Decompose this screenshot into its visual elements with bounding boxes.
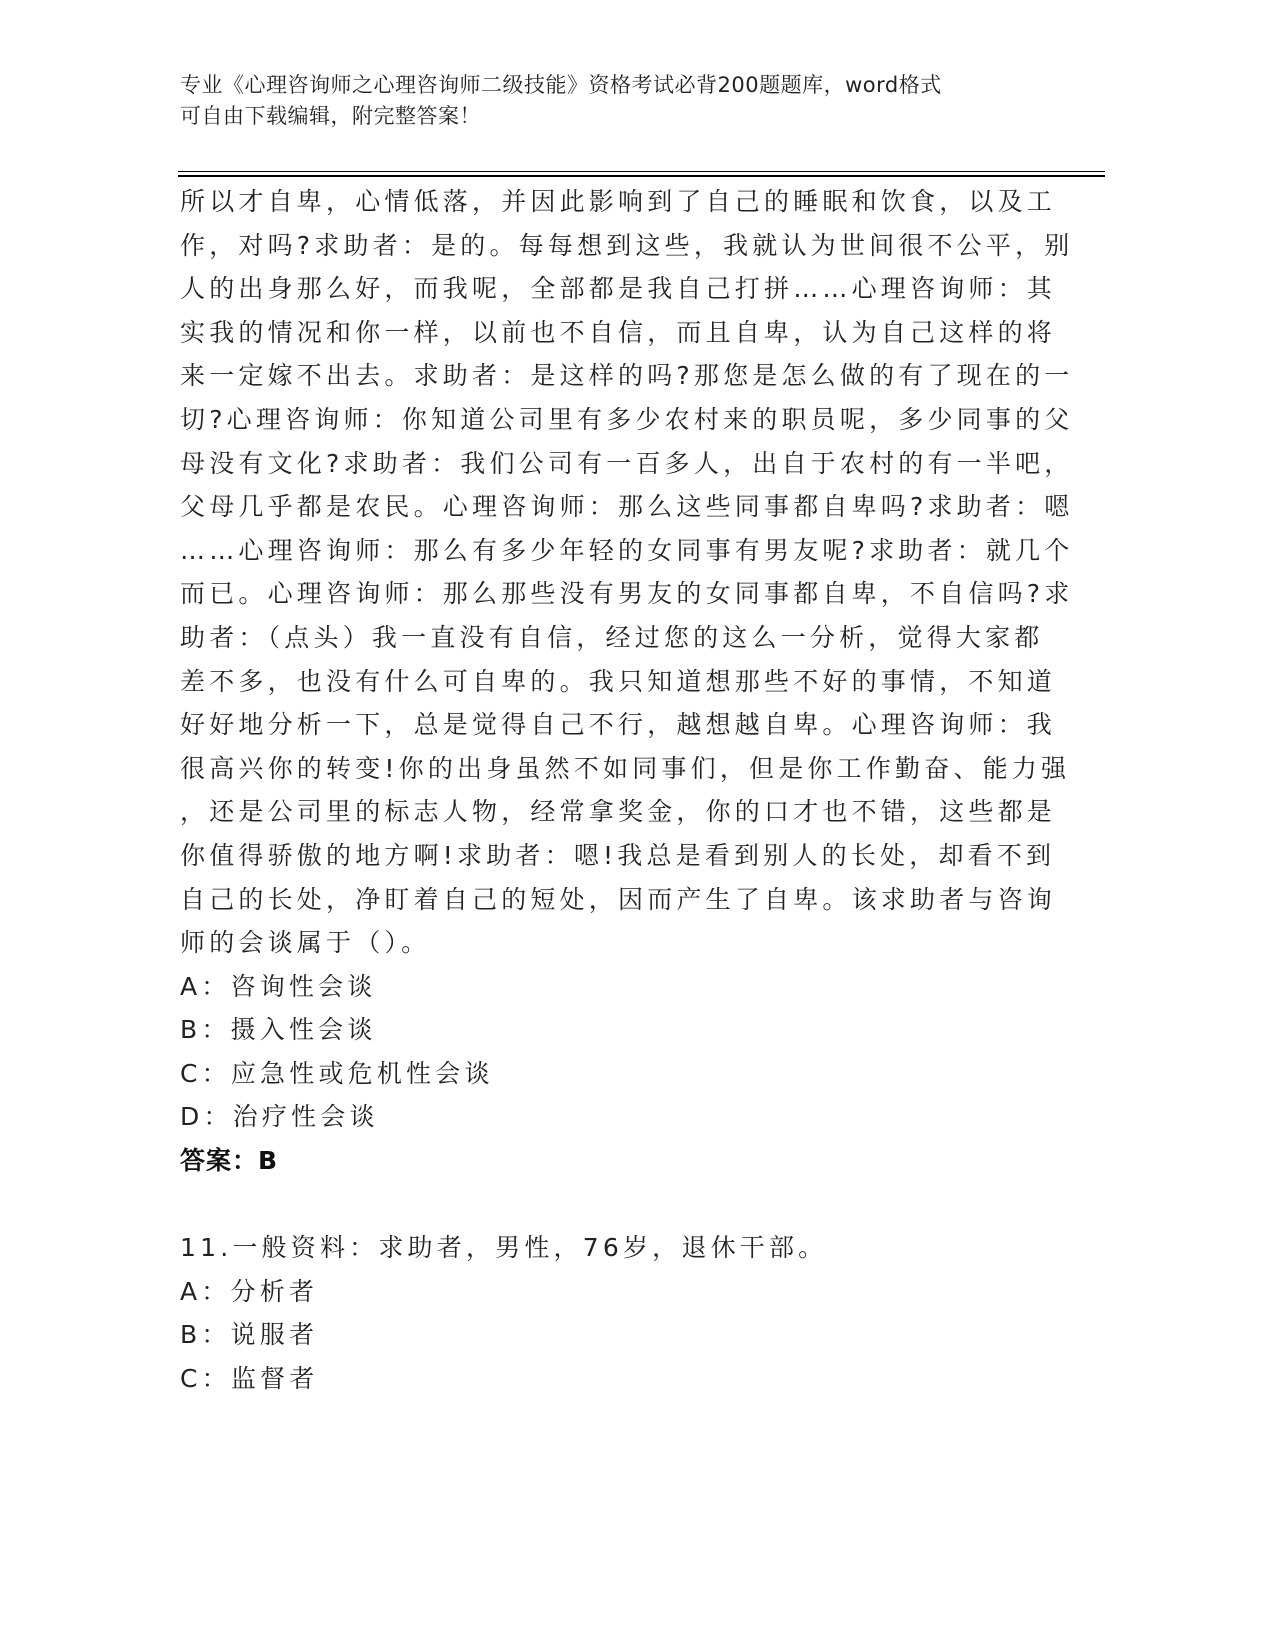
question-10 xyxy=(180,180,1074,1183)
question-stem-line: 切?心理咨询师：你知道公司里有多少农村来的职员呢，多少同事的父 xyxy=(180,404,1074,434)
option-d: D：治疗性会谈 xyxy=(180,1102,379,1132)
header-title-line-1: 专业《心理咨询师之心理咨询师二级技能》资格考试必背200题题库，word格式 xyxy=(180,73,942,97)
option-a: A：分析者 xyxy=(180,1276,319,1306)
header-divider-thin xyxy=(178,171,1105,172)
question-stem-line: 父母几乎都是农民。心理咨询师：那么这些同事都自卑吗?求助者：嗯 xyxy=(180,492,1074,522)
question-stem-line: 作，对吗?求助者：是的。每每想到这些，我就认为世间很不公平，别 xyxy=(180,230,1074,260)
question-stem-line: 自己的长处，净盯着自己的短处，因而产生了自卑。该求助者与咨询 xyxy=(180,884,1057,914)
header-title-line-2: 可自由下载编辑，附完整答案！ xyxy=(180,104,481,128)
header-divider-thick xyxy=(178,175,1105,177)
question-stem-line: 而已。心理咨询师：那么那些没有男友的女同事都自卑，不自信吗?求 xyxy=(180,579,1074,609)
document-body xyxy=(180,180,1074,1401)
question-stem-line: 人的出身那么好，而我呢，全部都是我自己打拼……心理咨询师：其 xyxy=(180,274,1057,304)
question-stem-line: ，还是公司里的标志人物，经常拿奖金，你的口才也不错，这些都是 xyxy=(180,797,1057,827)
question-stem-line: 实我的情况和你一样，以前也不自信，而且自卑，认为自己这样的将 xyxy=(180,317,1057,347)
question-11 xyxy=(180,1226,1040,1400)
question-spacer xyxy=(180,1183,1040,1227)
question-stem-line: 母没有文化?求助者：我们公司有一百多人，出自于农村的有一半吧， xyxy=(180,448,1074,478)
option-c: C：监督者 xyxy=(180,1364,319,1394)
question-stem-line: 很高兴你的转变!你的出身虽然不如同事们，但是你工作勤奋、能力强 xyxy=(180,753,1071,783)
question-stem: 11.一般资料：求助者，男性，76岁，退休干部。 xyxy=(180,1233,828,1263)
question-stem-line: 你值得骄傲的地方啊!求助者：嗯!我总是看到别人的长处，却看不到 xyxy=(180,840,1056,870)
question-stem-line: ……心理咨询师：那么有多少年轻的女同事有男友呢?求助者：就几个 xyxy=(180,535,1074,565)
question-stem-line: 来一定嫁不出去。求助者：是这样的吗?那您是怎么做的有了现在的一 xyxy=(180,361,1074,391)
document-header xyxy=(180,70,1040,132)
question-stem-line: 所以才自卑，心情低落，并因此影响到了自己的睡眠和饮食，以及工 xyxy=(180,187,1057,216)
question-stem-line: 好好地分析一下，总是觉得自己不行，越想越自卑。心理咨询师：我 xyxy=(180,710,1057,740)
answer-line: 答案：B xyxy=(180,1146,279,1176)
question-stem-line: 师的会谈属于（）。 xyxy=(180,928,431,958)
option-b: B：摄入性会谈 xyxy=(180,1015,377,1045)
question-stem-line: 差不多，也没有什么可自卑的。我只知道想那些不好的事情，不知道 xyxy=(180,666,1057,696)
question-stem-line: 助者：（点头）我一直没有自信，经过您的这么一分析，觉得大家都 xyxy=(180,622,1044,652)
option-a: A：咨询性会谈 xyxy=(180,971,377,1001)
option-b: B：说服者 xyxy=(180,1320,319,1350)
option-c: C：应急性或危机性会谈 xyxy=(180,1058,494,1088)
